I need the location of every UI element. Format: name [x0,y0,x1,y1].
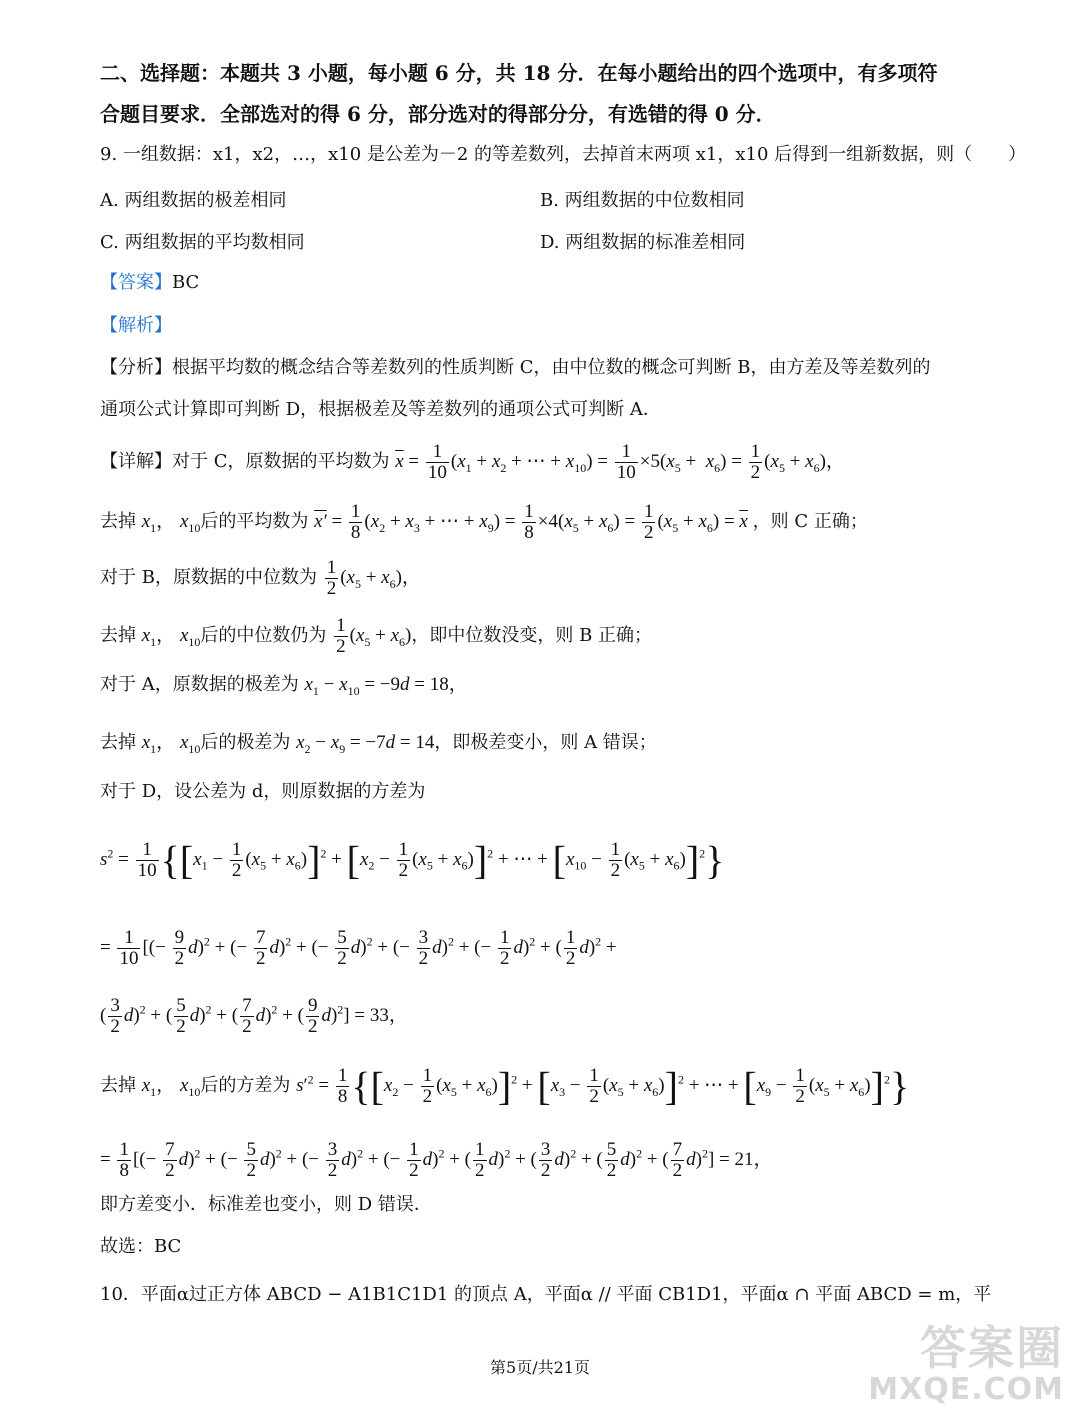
t-remove: 去掉 [100,510,136,532]
answer-tag: 【答案】 [100,272,172,293]
variance-value-2: = 21 [719,1148,754,1170]
q10-stem: 10．平面α过正方体 ABCD − A1B1C1D1 的顶点 A，平面α // 平面 CB1D1，平面α ∩ 平面 ABCD = m，平 [100,1284,992,1305]
detail-tag: 【详解】 [100,450,172,472]
removed-mean-line: 去掉 $x_1$， $x_{10}$后的平均数为 x′ = $\frac{1}{8}$ ($x_2 + x_3$ + ⋯ + $x_9$) = $\frac{1}{8}$ $\times 4(x_5 + x_6)$ = $\frac{1}{2}$ $(x_5 + x_6) = \overline{x}$ ，则 C 正确； [100,501,868,543]
t-avg2: 后的平均数为 [200,510,309,532]
t-c-ok: ，则 C 正确； [752,510,868,532]
t-var2: 后的方差为 [200,1074,291,1096]
variance-expand-1: = $\frac{1}{10}$ [(− $\frac{9}{2}$ d)$^2$ + (− $\frac{7}{2}$ d)$^2$ + (− $\frac{5}{2}$ d)$^2$ + (− $\frac{3}{2}$ d)$^2$ + (− $\frac{1}{2}$ d)$^2$ + ( $\frac{1}{2}$ d)$^2$ + [100,927,617,969]
t-remove-2: 去掉 [100,624,136,646]
variance-intro: 对于 D，设公差为 d，则原数据的方差为 [100,781,426,802]
choose-line: 故选：BC [100,1236,182,1257]
q9-stem: 9. 一组数据：x1，x2，…，x10 是公差为－2 的等差数列，去掉首末两项 x1，x10 后得到一组新数据，则（ ） [100,144,1027,165]
mean-formula: $\overline{x}$ = $\frac{1}{10}$ ($x_1 + x_2$ + ⋯ + $x_{10}$) = $\frac{1}{10}$ $\times 5(x_5 + x_6)$ = $\frac{1}{2}$ $(x_5 + x_6)$， [395,441,845,483]
detail-c-text: 对于 C，原数据的平均数为 [172,450,390,472]
range-value-2: = 14 [399,732,435,753]
t-a-wrong: ，即极差变小，则 A 错误； [434,732,657,753]
range-removed-line: 去掉 $x_1$， $x_{10}$后的极差为 $x_2 - x_9 = -7d = 14$，即极差变小，则 A 错误； [100,732,657,756]
variance-removed-expand: = $\frac{1}{8}$ [(− $\frac{7}{2}$ d)$^2$ + (− $\frac{5}{2}$ d)$^2$ + (− $\frac{3}{2}$ d)$^2$ + (− $\frac{1}{2}$ d)$^2$ + ( $\frac{1}{2}$ d)$^2$ + ( $\frac{3}{2}$ d)$^2$ + ( $\frac{5}{2}$ d)$^2$ + ( $\frac{7}{2}$ d)$^2$] = 21， [100,1139,773,1181]
t-remove-4: 去掉 [100,1074,136,1096]
analysis-tag: 【解析】 [100,315,172,336]
fenxi-line2: 通项公式计算即可判断 D，根据极差及等差数列的通项公式可判断 A． [100,399,661,420]
variance-value-1: = 33 [354,1004,389,1026]
variance-expand-2: ( $\frac{3}{2}$ d)$^2$ + ( $\frac{5}{2}$ d)$^2$ + ( $\frac{7}{2}$ d)$^2$ + ( $\frac{9}{2}$ d)$^2$] = 33， [100,995,408,1037]
q9-option-a: A. 两组数据的极差相同 [100,190,287,211]
section-heading-line2: 合题目要求．全部选对的得 6 分，部分选对的得部分分，有选错的得 0 分． [100,102,776,126]
detail-c-line [100,442,845,483]
answer-value: BC [172,272,200,293]
t-b-ok: ，即中位数没变，则 B 正确； [411,624,653,646]
t-median2: 后的中位数仍为 [200,624,327,646]
q9-option-b: B. 两组数据的中位数相同 [540,190,745,211]
q9-option-d: D. 两组数据的标准差相同 [540,232,746,253]
range-line: 对于 A，原数据的极差为 $x_1 - x_{10} = -9d = 18$， [100,674,468,698]
removed-mean-formula: x′ = $\frac{1}{8}$ ($x_2 + x_3$ + ⋯ + $x_9$) = $\frac{1}{8}$ $\times 4(x_5 + x_6)$ = $\frac{1}{2}$ $(x_5 + x_6) = \overline{x}$ [314,501,748,543]
d-wrong-line: 即方差变小．标准差也变小，则 D 错误． [100,1194,432,1215]
variance-removed-line: 去掉 $x_1$， $x_{10}$后的方差为 $s'^2$ = $\frac{1}{8}$ {[$x_2$ − $\frac{1}{2}$ $(x_5 + x_6)]^2 + [x_3$ − $\frac{1}{2}$ $(x_5 + x_6)]^2$ + ⋯ + [$x_9$ − $\frac{1}{2}$ $(x_5 + x_6)]^2$} [100,1063,910,1109]
section-heading-line1: 二、选择题：本题共 3 小题，每小题 6 分，共 18 分．在每小题给出的四个选项中，有多项符 [100,61,938,85]
t-a1: 对于 A，原数据的极差为 [100,674,299,695]
t-range2: 后的极差为 [200,732,291,753]
fenxi-line1: 【分析】根据平均数的概念结合等差数列的性质判断 C，由中位数的概念可判断 B，由方差及等差数列的 [100,357,931,378]
answer-line [100,270,199,296]
watermark-logo [868,1312,1064,1407]
variance-formula: $s^2$ = $\frac{1}{10}$ {[$x_1$ − $\frac{1}{2}$ $(x_5 + x_6)]^2 + [x_2$ − $\frac{1}{2}$ $(x_5 + x_6)]^2$ + ⋯ + [$x_{10}$ − $\frac{1}{2}$ $(x_5 + x_6)]^2$} [100,837,725,883]
watermark-line1: 答案圈 [920,1321,1064,1375]
median-removed-line: 去掉 $x_1$， $x_{10}$后的中位数仍为 $\frac{1}{2}$ $(x_5 + x_6)$，即中位数没变，则 B 正确； [100,615,653,657]
t-b1: 对于 B，原数据的中位数为 [100,566,317,588]
watermark-line2: MXQE.COM [868,1372,1064,1407]
range-value-1: = 18 [414,674,449,695]
t-remove-3: 去掉 [100,732,136,753]
page-footer: 第5页/共21页 [490,1358,590,1377]
median-line: 对于 B，原数据的中位数为 $\frac{1}{2}$ $(x_5 + x_6)$， [100,557,421,599]
q9-option-c: C. 两组数据的平均数相同 [100,232,305,253]
